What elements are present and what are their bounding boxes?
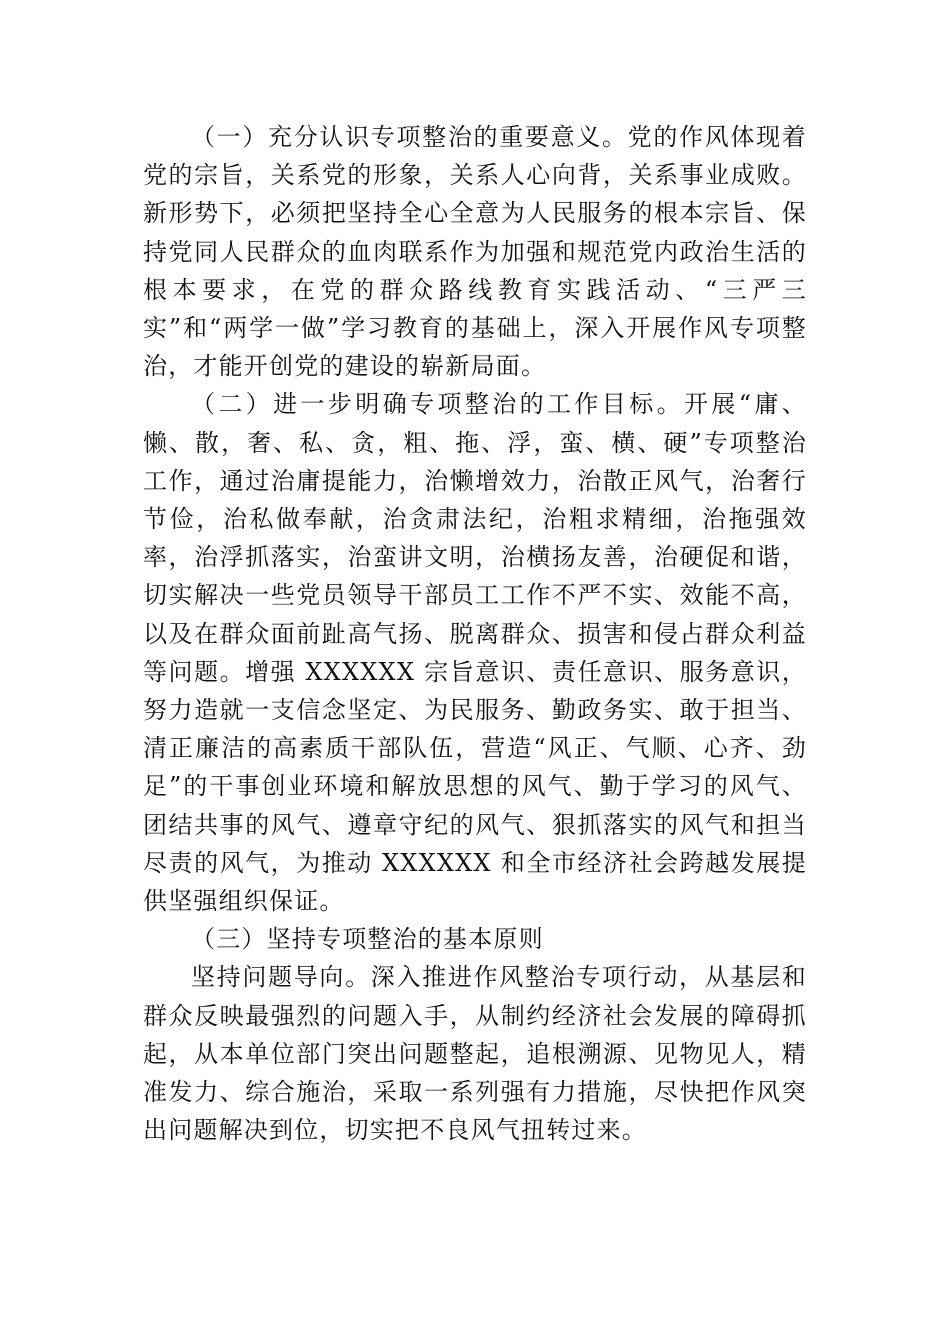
document-body (143, 118, 807, 1149)
paragraph-significance: （一）充分认识专项整治的重要意义。党的作风体现着党的宗旨，关系党的形象，关系人心向背，关系事业成败。新形势下，必须把坚持全心全意为人民服务的根本宗旨、保持党同人民群众的血肉联系作为加强和规范党内政治生活的根本要求，在党的群众路线教育实践活动、“三严三实”和“两学一做”学习教育的基础上，深入开展作风专项整治，才能开创党的建设的崭新局面。 (143, 123, 807, 381)
paragraph-objectives: （二）进一步明确专项整治的工作目标。开展“庸、懒、散，奢、私、贪，粗、拖、浮，蛮、横、硬”专项整治工作，通过治庸提能力，治懒增效力，治散正风气，治奢行节俭，治私做奉献，治贪肃法纪，治粗求精细，治拖强效率，治浮抓落实，治蛮讲文明，治横扬友善，治硬促和谐，切实解决一些党员领导干部员工工作不严不实、效能不高，以及在群众面前趾高气扬、脱离群众、损害和侵占群众利益等问题。增强 XXXXXX 宗旨意识、责任意识、服务意识，努力造就一支信念坚定、为民服务、勤政务实、敢于担当、清正廉洁的高素质干部队伍，营造“风正、气顺、心齐、劲足”的干事创业环境和解放思想的风气、勤于学习的风气、团结共事的风气、遵章守纪的风气、狠抓落实的风气和担当尽责的风气，为推动 XXXXXX 和全市经济社会跨越发展提供坚强组织保证。 (143, 390, 807, 916)
section-heading-principles: （三）坚持专项整治的基本原则 (191, 925, 544, 954)
paragraph-problem-oriented: 坚持问题导向。深入推进作风整治专项行动，从基层和群众反映最强烈的问题入手，从制约经济社会发展的障碍抓起，从本单位部门突出问题整起，追根溯源、见物见人，精准发力、综合施治，采取一系列强有力措施，尽快把作风突出问题解决到位，切实把不良风气扭转过来。 (143, 963, 807, 1145)
